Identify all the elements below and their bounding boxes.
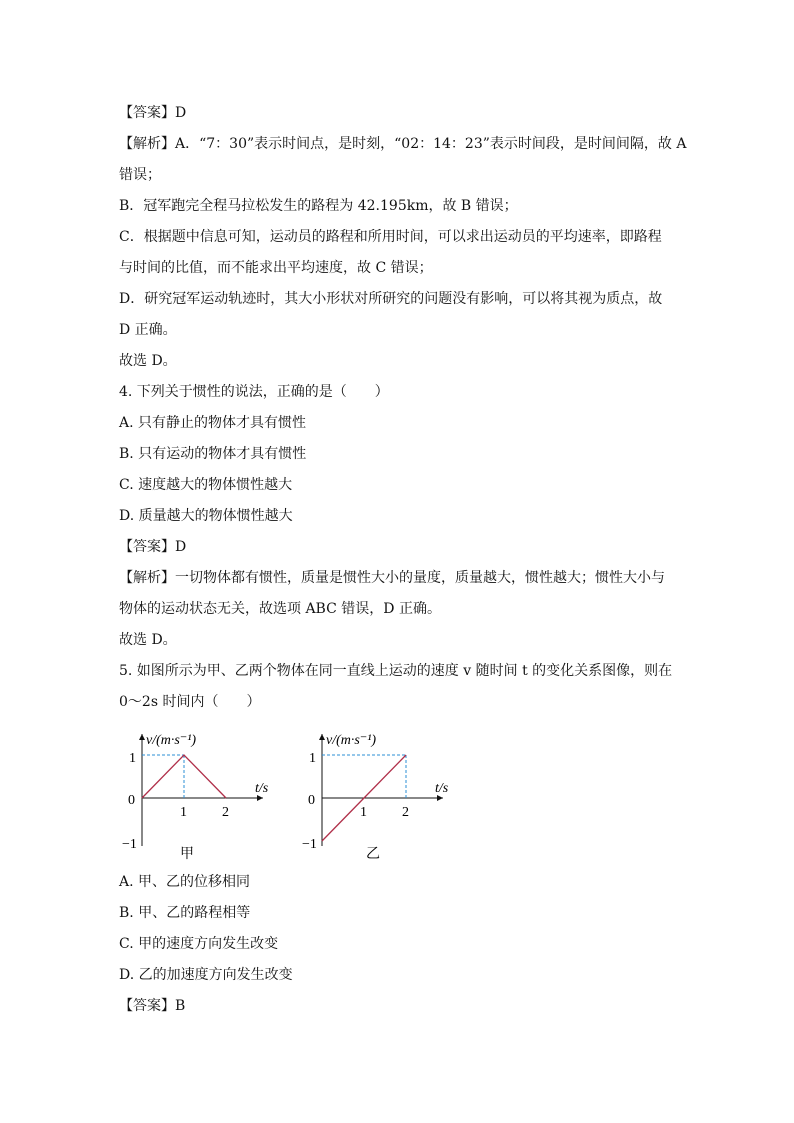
line-text: A. 甲、乙的位移相同 [119,874,251,890]
line-text: B. 甲、乙的路程相等 [119,905,251,921]
line-text: D [175,539,187,555]
line-text: D．研究冠军运动轨迹时，其大小形状对所研究的问题没有影响，可以将其视为质点，故 [119,291,663,307]
line-text: 物体的运动状态无关，故选项 ABC 错误，D 正确。 [119,601,441,617]
x-axis-label: t/s [255,781,269,796]
line-text: B [175,998,186,1014]
line-text: 故选 D。 [119,632,177,648]
line-text: 4. 下列关于惯性的说法，正确的是（ ） [119,384,389,400]
line-text: C. 甲的速度方向发生改变 [119,936,279,952]
text-line [119,934,278,954]
text-line [119,444,306,464]
text-line [119,965,293,985]
text-line [119,258,433,278]
y-axis-label: v/(m·s⁻¹) [146,733,197,748]
text-line [119,661,672,681]
graph-caption: 乙 [366,847,380,862]
y-tick-0: 0 [308,793,315,808]
section-tag: 【答案】 [119,998,175,1014]
text-line [119,289,662,309]
section-tag: 【解析】 [119,570,175,586]
y-tick-neg1: −1 [122,837,137,852]
line-text: 一切物体都有惯性，质量是惯性大小的量度，质量越大，惯性越大；惯性大小与 [175,570,665,586]
line-text: D. 质量越大的物体惯性越大 [119,508,293,524]
text-line [119,475,292,495]
line-text: D 正确。 [119,322,177,338]
text-line [119,568,665,588]
velocity-time-graph-yi [298,728,478,868]
graph-caption: 甲 [180,847,194,862]
line-text: A. 只有静止的物体才具有惯性 [119,415,307,431]
x-tick-2: 2 [222,805,229,820]
section-tag: 【答案】 [119,539,175,555]
y-tick-0: 0 [128,793,135,808]
text-line [119,872,250,892]
line-text: 故选 D。 [119,353,177,369]
line-text: B. 只有运动的物体才具有惯性 [119,446,307,462]
y-axis-label: v/(m·s⁻¹) [326,733,377,748]
x-tick-1: 1 [360,805,367,820]
section-tag: 【答案】 [119,105,175,121]
text-line [119,692,260,712]
text-line [119,134,686,154]
section-tag: 【解析】 [119,136,175,152]
line-text: A．“7：30”表示时间点，是时刻，“02：14：23”表示时间段，是时间间隔，故 A [175,136,687,152]
text-line [119,351,177,371]
line-text: 与时间的比值，而不能求出平均速度，故 C 错误； [119,260,433,276]
text-line [119,413,306,433]
text-line [119,196,518,216]
text-line [119,382,389,402]
x-tick-1: 1 [180,805,187,820]
line-text: C. 速度越大的物体惯性越大 [119,477,293,493]
line-text: B．冠军跑完全程马拉松发生的路程为 42.195km，故 B 错误； [119,198,518,214]
x-axis-label: t/s [435,781,449,796]
line-text: D [175,105,187,121]
velocity-time-graph-jia [118,728,298,868]
text-line [119,996,185,1016]
text-line [119,506,293,526]
y-tick-1: 1 [129,751,136,766]
text-line [119,165,161,185]
text-line [119,903,250,923]
line-text: 5. 如图所示为甲、乙两个物体在同一直线上运动的速度 v 随时间 t 的变化关系图像，则在 [119,663,673,679]
text-line [119,103,186,123]
text-line [119,599,441,619]
text-line [119,630,177,650]
y-tick-1: 1 [309,751,316,766]
y-tick-neg1: −1 [302,837,317,852]
line-text: C．根据题中信息可知，运动员的路程和所用时间，可以求出运动员的平均速率，即路程 [119,229,662,245]
x-tick-2: 2 [402,805,409,820]
line-text: 0～2s 时间内（ ） [119,694,261,710]
text-line [119,227,662,247]
text-line [119,537,186,557]
line-text: D. 乙的加速度方向发生改变 [119,967,293,983]
text-line [119,320,177,340]
line-text: 错误； [119,167,161,183]
